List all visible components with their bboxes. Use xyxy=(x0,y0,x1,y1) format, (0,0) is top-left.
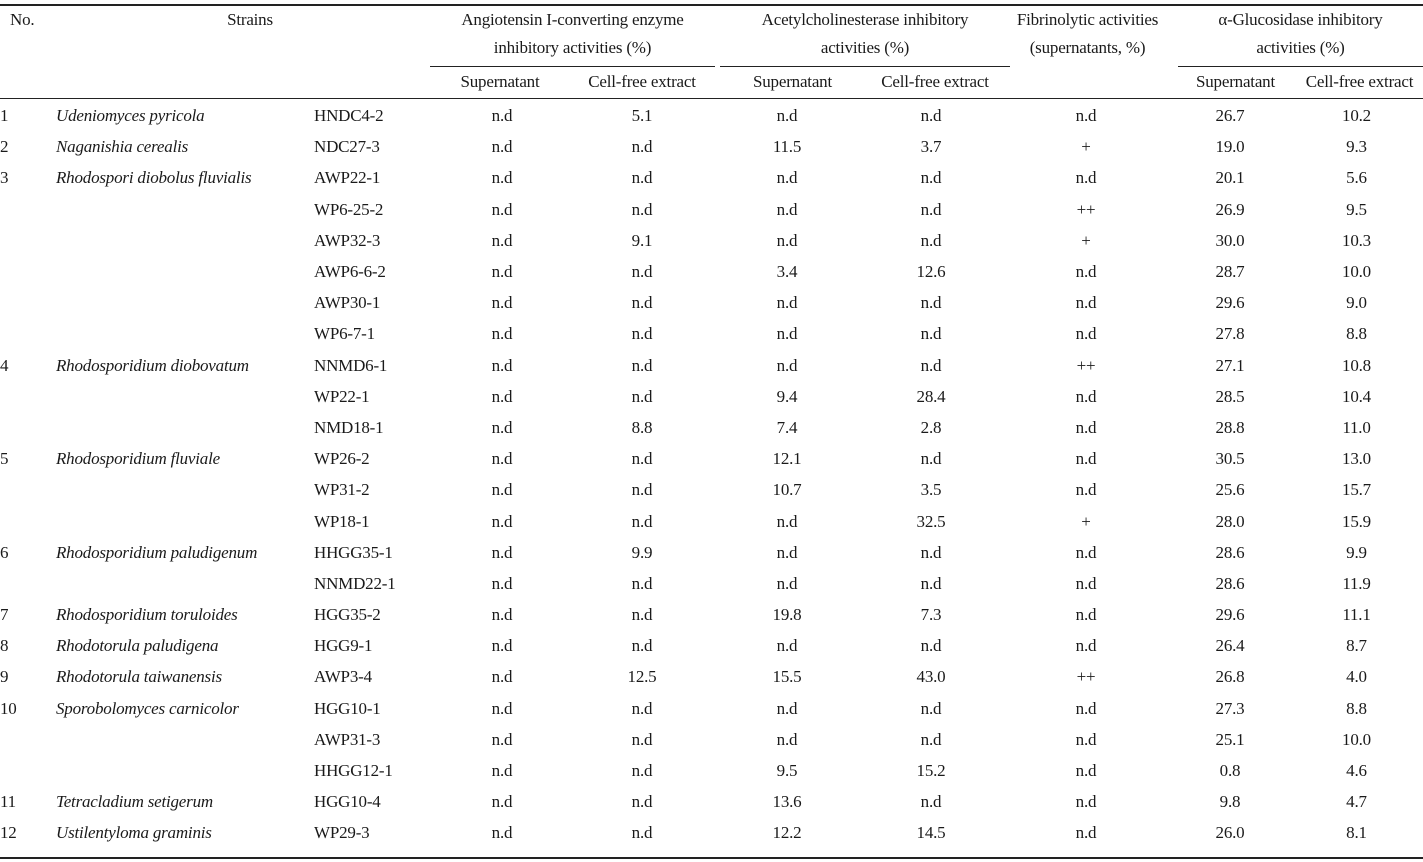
species-name xyxy=(56,194,314,225)
strain-id: NDC27-3 xyxy=(314,137,380,157)
row-number xyxy=(0,724,56,755)
ace-cell-free-extract-value: n.d xyxy=(631,386,653,406)
ace-supernatant-value: n.d xyxy=(491,293,513,313)
species-name xyxy=(56,318,314,349)
ache-cell-free-extract-value: n.d xyxy=(920,293,942,313)
glucosidase-cell-free-extract-value: 15.9 xyxy=(1342,511,1371,531)
strain-id: NMD18-1 xyxy=(314,417,384,437)
table-row xyxy=(0,350,1423,381)
header-glu-cell-free-extract: Cell-free extract xyxy=(1305,72,1414,91)
glucosidase-supernatant-value: 29.6 xyxy=(1215,605,1245,625)
ache-supernatant-value: 9.5 xyxy=(776,761,798,781)
row-number: 7 xyxy=(0,605,9,625)
ache-supernatant-value: 13.6 xyxy=(772,792,802,812)
ache-cell-free-extract-value: n.d xyxy=(920,698,942,718)
row-number xyxy=(0,381,56,412)
strain-id: HGG9-1 xyxy=(314,636,373,656)
strain-id: WP6-25-2 xyxy=(314,199,384,219)
header-glu-line1: α-Glucosidase inhibitory xyxy=(1218,10,1383,29)
strain-id: AWP22-1 xyxy=(314,168,381,188)
ace-supernatant-value: n.d xyxy=(491,511,513,531)
row-number xyxy=(0,194,56,225)
glucosidase-cell-free-extract-value: 4.0 xyxy=(1346,667,1367,687)
header-ace-line1: Angiotensin I-converting enzyme xyxy=(461,10,684,29)
table-row xyxy=(0,755,1423,786)
strain-id: HGG35-2 xyxy=(314,605,381,625)
header-no: No. xyxy=(10,10,35,29)
strain-id: NNMD6-1 xyxy=(314,355,388,375)
glucosidase-supernatant-value: 29.6 xyxy=(1215,293,1245,313)
ace-cell-free-extract-value: n.d xyxy=(631,262,653,282)
ace-cell-free-extract-value: n.d xyxy=(631,573,653,593)
header-ace-supernatant: Supernatant xyxy=(460,72,540,91)
header-glu-line2: activities (%) xyxy=(1256,38,1345,57)
fibrinolytic-value: n.d xyxy=(1075,324,1097,344)
table-row xyxy=(0,786,1423,817)
table-row xyxy=(0,131,1423,162)
strain-id: WP6-7-1 xyxy=(314,324,375,344)
fibrinolytic-value: n.d xyxy=(1075,698,1097,718)
ace-supernatant-value: n.d xyxy=(491,449,513,469)
ache-supernatant-value: n.d xyxy=(776,636,798,656)
row-number: 11 xyxy=(0,792,16,812)
ache-supernatant-value: n.d xyxy=(776,729,798,749)
table-row xyxy=(0,100,1423,131)
ache-supernatant-value: n.d xyxy=(776,324,798,344)
table-row xyxy=(0,505,1423,536)
header-fib-line2: (supernatants, %) xyxy=(1029,38,1146,57)
species-name xyxy=(56,287,314,318)
ache-cell-free-extract-value: n.d xyxy=(920,792,942,812)
ache-cell-free-extract-value: n.d xyxy=(920,230,942,250)
row-number: 10 xyxy=(0,698,17,718)
ace-supernatant-value: n.d xyxy=(491,573,513,593)
glucosidase-cell-free-extract-value: 9.5 xyxy=(1346,199,1367,219)
glucosidase-supernatant-value: 27.1 xyxy=(1215,355,1245,375)
ace-supernatant-value: n.d xyxy=(491,480,513,500)
header-ace-line2: inhibitory activities (%) xyxy=(493,38,652,57)
ace-cell-free-extract-value: n.d xyxy=(631,355,653,375)
fibrinolytic-value: n.d xyxy=(1075,480,1097,500)
ace-supernatant-value: n.d xyxy=(491,199,513,219)
glucosidase-cell-free-extract-value: 8.8 xyxy=(1346,324,1367,344)
table-row xyxy=(0,256,1423,287)
ace-supernatant-value: n.d xyxy=(491,324,513,344)
ache-cell-free-extract-value: n.d xyxy=(920,106,942,126)
row-number xyxy=(0,505,56,536)
glucosidase-cell-free-extract-value: 5.6 xyxy=(1346,168,1367,188)
fibrinolytic-value: + xyxy=(1081,230,1091,250)
fibrinolytic-value: ++ xyxy=(1076,667,1096,687)
glucosidase-cell-free-extract-value: 10.0 xyxy=(1342,262,1371,282)
strain-id: HGG10-1 xyxy=(314,698,381,718)
glucosidase-supernatant-value: 26.7 xyxy=(1215,106,1245,126)
ace-cell-free-extract-value: 12.5 xyxy=(627,667,657,687)
glucosidase-cell-free-extract-value: 4.6 xyxy=(1346,761,1367,781)
fibrinolytic-value: + xyxy=(1081,511,1091,531)
ace-supernatant-value: n.d xyxy=(491,168,513,188)
glucosidase-cell-free-extract-value: 8.7 xyxy=(1346,636,1367,656)
table-row xyxy=(0,693,1423,724)
ache-supernatant-value: 11.5 xyxy=(772,137,802,157)
header-ache-line1: Acetylcholinesterase inhibitory xyxy=(761,10,969,29)
ace-supernatant-value: n.d xyxy=(491,823,513,843)
fibrinolytic-value: ++ xyxy=(1076,355,1096,375)
ace-cell-free-extract-value: n.d xyxy=(631,293,653,313)
ache-cell-free-extract-value: n.d xyxy=(920,729,942,749)
species-name: Rhodotorula taiwanensis xyxy=(56,667,222,687)
glucosidase-cell-free-extract-value: 13.0 xyxy=(1342,449,1371,469)
strain-id: AWP32-3 xyxy=(314,230,381,250)
species-name xyxy=(56,505,314,536)
strain-id: AWP6-6-2 xyxy=(314,262,386,282)
glucosidase-supernatant-value: 26.8 xyxy=(1215,667,1245,687)
glucosidase-cell-free-extract-value: 11.1 xyxy=(1342,605,1371,625)
strain-id: AWP30-1 xyxy=(314,293,381,313)
ache-supernatant-value: 7.4 xyxy=(776,417,798,437)
ace-supernatant-value: n.d xyxy=(491,698,513,718)
ache-supernatant-value: n.d xyxy=(776,106,798,126)
glucosidase-supernatant-value: 25.1 xyxy=(1215,729,1245,749)
glucosidase-supernatant-value: 9.8 xyxy=(1219,792,1241,812)
fibrinolytic-value: n.d xyxy=(1075,386,1097,406)
ace-cell-free-extract-value: n.d xyxy=(631,698,653,718)
fibrinolytic-value: n.d xyxy=(1075,449,1097,469)
row-number xyxy=(0,568,56,599)
ace-cell-free-extract-value: n.d xyxy=(631,168,653,188)
ace-supernatant-value: n.d xyxy=(491,417,513,437)
ache-cell-free-extract-value: 7.3 xyxy=(920,605,942,625)
species-name: Rhodosporidium diobovatum xyxy=(56,355,249,375)
table-row xyxy=(0,630,1423,661)
fibrinolytic-value: + xyxy=(1081,137,1091,157)
data-table xyxy=(0,100,1423,849)
ace-cell-free-extract-value: n.d xyxy=(631,449,653,469)
species-name xyxy=(56,381,314,412)
ache-supernatant-value: n.d xyxy=(776,542,798,562)
table-row xyxy=(0,162,1423,193)
ache-supernatant-value: 12.1 xyxy=(772,449,802,469)
row-number: 2 xyxy=(0,137,9,157)
header-ace-cell-free-extract: Cell-free extract xyxy=(588,72,696,91)
row-number xyxy=(0,474,56,505)
glucosidase-supernatant-value: 27.8 xyxy=(1215,324,1245,344)
glucosidase-supernatant-value: 26.0 xyxy=(1215,823,1245,843)
ache-cell-free-extract-value: 28.4 xyxy=(916,386,946,406)
ace-supernatant-value: n.d xyxy=(491,355,513,375)
ace-supernatant-value: n.d xyxy=(491,667,513,687)
ache-cell-free-extract-value: 3.7 xyxy=(920,137,942,157)
strain-id: WP29-3 xyxy=(314,823,370,843)
ace-cell-free-extract-value: n.d xyxy=(631,792,653,812)
fibrinolytic-value: ++ xyxy=(1076,199,1096,219)
glucosidase-cell-free-extract-value: 10.2 xyxy=(1342,106,1371,126)
glucosidase-cell-free-extract-value: 10.4 xyxy=(1342,386,1371,406)
row-number xyxy=(0,225,56,256)
header-ache-supernatant: Supernatant xyxy=(753,72,832,91)
species-name: Ustilentyloma graminis xyxy=(56,823,212,843)
species-name: Sporobolomyces carnicolor xyxy=(56,698,239,718)
ache-group-rule xyxy=(720,66,1010,67)
table-row xyxy=(0,724,1423,755)
strain-id: WP26-2 xyxy=(314,449,370,469)
table-bottom-rule xyxy=(0,857,1423,859)
ache-supernatant-value: 3.4 xyxy=(776,262,798,282)
ace-cell-free-extract-value: 8.8 xyxy=(631,417,653,437)
glucosidase-supernatant-value: 25.6 xyxy=(1215,480,1245,500)
ache-cell-free-extract-value: n.d xyxy=(920,636,942,656)
glucosidase-cell-free-extract-value: 9.0 xyxy=(1346,293,1367,313)
species-name xyxy=(56,755,314,786)
header-ache-line2: activities (%) xyxy=(820,38,910,57)
species-name xyxy=(56,225,314,256)
glucosidase-supernatant-value: 26.9 xyxy=(1215,199,1245,219)
ache-supernatant-value: n.d xyxy=(776,698,798,718)
ache-cell-free-extract-value: 32.5 xyxy=(916,511,946,531)
species-name xyxy=(56,412,314,443)
strain-id: HHGG12-1 xyxy=(314,761,393,781)
fibrinolytic-value: n.d xyxy=(1075,761,1097,781)
table-row xyxy=(0,661,1423,692)
glucosidase-supernatant-value: 28.6 xyxy=(1215,573,1245,593)
ace-supernatant-value: n.d xyxy=(491,137,513,157)
table-row xyxy=(0,381,1423,412)
ache-cell-free-extract-value: 2.8 xyxy=(920,417,942,437)
species-name: Rhodospori diobolus fluvialis xyxy=(56,168,252,188)
ache-supernatant-value: n.d xyxy=(776,199,798,219)
fibrinolytic-value: n.d xyxy=(1075,636,1097,656)
strain-id: HGG10-4 xyxy=(314,792,381,812)
table-row xyxy=(0,568,1423,599)
table-row xyxy=(0,599,1423,630)
strain-id: AWP31-3 xyxy=(314,729,381,749)
ace-cell-free-extract-value: n.d xyxy=(631,729,653,749)
species-name: Udeniomyces pyricola xyxy=(56,106,205,126)
ace-supernatant-value: n.d xyxy=(491,729,513,749)
ache-cell-free-extract-value: n.d xyxy=(920,199,942,219)
ace-cell-free-extract-value: n.d xyxy=(631,823,653,843)
strain-id: WP18-1 xyxy=(314,511,370,531)
ache-supernatant-value: n.d xyxy=(776,511,798,531)
row-number: 9 xyxy=(0,667,9,687)
glucosidase-supernatant-value: 28.8 xyxy=(1215,417,1245,437)
table-row xyxy=(0,537,1423,568)
row-number: 8 xyxy=(0,636,9,656)
row-number xyxy=(0,412,56,443)
fibrinolytic-value: n.d xyxy=(1075,729,1097,749)
row-number: 4 xyxy=(0,355,9,375)
species-name: Rhodosporidium fluviale xyxy=(56,449,220,469)
ace-cell-free-extract-value: 9.9 xyxy=(631,542,653,562)
ace-cell-free-extract-value: 5.1 xyxy=(631,106,653,126)
fibrinolytic-value: n.d xyxy=(1075,605,1097,625)
header-strains: Strains xyxy=(227,10,273,29)
table-row xyxy=(0,474,1423,505)
row-number: 12 xyxy=(0,823,17,843)
glucosidase-supernatant-value: 28.7 xyxy=(1215,262,1245,282)
ace-cell-free-extract-value: n.d xyxy=(631,480,653,500)
glucosidase-cell-free-extract-value: 9.9 xyxy=(1346,542,1367,562)
row-number: 3 xyxy=(0,168,9,188)
ache-cell-free-extract-value: 12.6 xyxy=(916,262,946,282)
ace-cell-free-extract-value: n.d xyxy=(631,761,653,781)
fibrinolytic-value: n.d xyxy=(1075,573,1097,593)
glu-group-rule xyxy=(1178,66,1423,67)
ache-supernatant-value: 19.8 xyxy=(772,605,802,625)
strain-id: WP31-2 xyxy=(314,480,370,500)
table-row xyxy=(0,318,1423,349)
row-number: 5 xyxy=(0,449,9,469)
species-name xyxy=(56,474,314,505)
strain-id: AWP3-4 xyxy=(314,667,372,687)
fibrinolytic-value: n.d xyxy=(1075,293,1097,313)
ache-cell-free-extract-value: n.d xyxy=(920,355,942,375)
row-number: 6 xyxy=(0,542,9,562)
ace-cell-free-extract-value: n.d xyxy=(631,636,653,656)
ace-supernatant-value: n.d xyxy=(491,386,513,406)
ache-cell-free-extract-value: n.d xyxy=(920,449,942,469)
glucosidase-supernatant-value: 19.0 xyxy=(1215,137,1245,157)
ache-supernatant-value: 9.4 xyxy=(776,386,798,406)
table-header-rule xyxy=(0,98,1423,99)
ache-supernatant-value: 10.7 xyxy=(772,480,802,500)
row-number xyxy=(0,287,56,318)
species-name: Rhodotorula paludigena xyxy=(56,636,219,656)
ace-supernatant-value: n.d xyxy=(491,792,513,812)
ache-supernatant-value: n.d xyxy=(776,293,798,313)
table-row xyxy=(0,412,1423,443)
fibrinolytic-value: n.d xyxy=(1075,792,1097,812)
glucosidase-supernatant-value: 30.0 xyxy=(1215,230,1245,250)
fibrinolytic-value: n.d xyxy=(1075,823,1097,843)
ace-supernatant-value: n.d xyxy=(491,636,513,656)
glucosidase-cell-free-extract-value: 8.1 xyxy=(1346,823,1367,843)
glucosidase-cell-free-extract-value: 10.3 xyxy=(1342,230,1371,250)
ace-supernatant-value: n.d xyxy=(491,605,513,625)
strain-id: HHGG35-1 xyxy=(314,542,393,562)
fibrinolytic-value: n.d xyxy=(1075,417,1097,437)
row-number xyxy=(0,256,56,287)
ace-cell-free-extract-value: n.d xyxy=(631,511,653,531)
ace-cell-free-extract-value: n.d xyxy=(631,199,653,219)
glucosidase-cell-free-extract-value: 10.0 xyxy=(1342,729,1371,749)
fibrinolytic-value: n.d xyxy=(1075,106,1097,126)
ache-supernatant-value: n.d xyxy=(776,168,798,188)
table-row xyxy=(0,225,1423,256)
ache-cell-free-extract-value: n.d xyxy=(920,573,942,593)
species-name: Naganishia cerealis xyxy=(56,137,189,157)
table-row xyxy=(0,817,1423,848)
glucosidase-cell-free-extract-value: 8.8 xyxy=(1346,698,1367,718)
glucosidase-cell-free-extract-value: 11.9 xyxy=(1342,573,1371,593)
ace-cell-free-extract-value: 9.1 xyxy=(631,230,653,250)
glucosidase-supernatant-value: 28.5 xyxy=(1215,386,1245,406)
fibrinolytic-value: n.d xyxy=(1075,262,1097,282)
ace-supernatant-value: n.d xyxy=(491,230,513,250)
table-row xyxy=(0,287,1423,318)
species-name: Rhodosporidium paludigenum xyxy=(56,542,258,562)
header-fib-line1: Fibrinolytic activities xyxy=(1016,10,1159,29)
header-ache-cell-free-extract: Cell-free extract xyxy=(881,72,989,91)
ace-supernatant-value: n.d xyxy=(491,106,513,126)
glucosidase-cell-free-extract-value: 11.0 xyxy=(1342,417,1371,437)
fibrinolytic-value: n.d xyxy=(1075,542,1097,562)
species-name: Rhodosporidium toruloides xyxy=(56,605,238,625)
ache-cell-free-extract-value: 14.5 xyxy=(916,823,946,843)
glucosidase-cell-free-extract-value: 10.8 xyxy=(1342,355,1371,375)
ache-supernatant-value: n.d xyxy=(776,230,798,250)
ache-supernatant-value: n.d xyxy=(776,573,798,593)
ache-supernatant-value: 15.5 xyxy=(772,667,802,687)
strain-id: WP22-1 xyxy=(314,386,370,406)
table-row xyxy=(0,443,1423,474)
strain-id: NNMD22-1 xyxy=(314,573,396,593)
row-number xyxy=(0,755,56,786)
ache-supernatant-value: 12.2 xyxy=(772,823,802,843)
glucosidase-cell-free-extract-value: 15.7 xyxy=(1342,480,1371,500)
ache-supernatant-value: n.d xyxy=(776,355,798,375)
table-top-rule xyxy=(0,4,1423,6)
strain-id: HNDC4-2 xyxy=(314,106,384,126)
ace-group-rule xyxy=(430,66,715,67)
ace-supernatant-value: n.d xyxy=(491,542,513,562)
ache-cell-free-extract-value: 15.2 xyxy=(916,761,946,781)
glucosidase-supernatant-value: 20.1 xyxy=(1215,168,1245,188)
species-name: Tetracladium setigerum xyxy=(56,792,213,812)
table-row xyxy=(0,194,1423,225)
row-number: 1 xyxy=(0,106,9,126)
glucosidase-supernatant-value: 30.5 xyxy=(1215,449,1245,469)
glucosidase-supernatant-value: 28.0 xyxy=(1215,511,1245,531)
ache-cell-free-extract-value: 43.0 xyxy=(916,667,946,687)
header-glu-supernatant: Supernatant xyxy=(1196,72,1275,91)
ace-cell-free-extract-value: n.d xyxy=(631,605,653,625)
species-name xyxy=(56,256,314,287)
glucosidase-supernatant-value: 0.8 xyxy=(1219,761,1241,781)
species-name xyxy=(56,568,314,599)
ache-cell-free-extract-value: n.d xyxy=(920,324,942,344)
ace-cell-free-extract-value: n.d xyxy=(631,137,653,157)
glucosidase-cell-free-extract-value: 9.3 xyxy=(1346,137,1367,157)
glucosidase-supernatant-value: 27.3 xyxy=(1215,698,1245,718)
row-number xyxy=(0,318,56,349)
glucosidase-cell-free-extract-value: 4.7 xyxy=(1346,792,1367,812)
glucosidase-supernatant-value: 28.6 xyxy=(1215,542,1245,562)
glucosidase-supernatant-value: 26.4 xyxy=(1215,636,1245,656)
ace-supernatant-value: n.d xyxy=(491,262,513,282)
ache-cell-free-extract-value: 3.5 xyxy=(920,480,942,500)
fibrinolytic-value: n.d xyxy=(1075,168,1097,188)
ace-supernatant-value: n.d xyxy=(491,761,513,781)
ace-cell-free-extract-value: n.d xyxy=(631,324,653,344)
ache-cell-free-extract-value: n.d xyxy=(920,542,942,562)
species-name xyxy=(56,724,314,755)
ache-cell-free-extract-value: n.d xyxy=(920,168,942,188)
